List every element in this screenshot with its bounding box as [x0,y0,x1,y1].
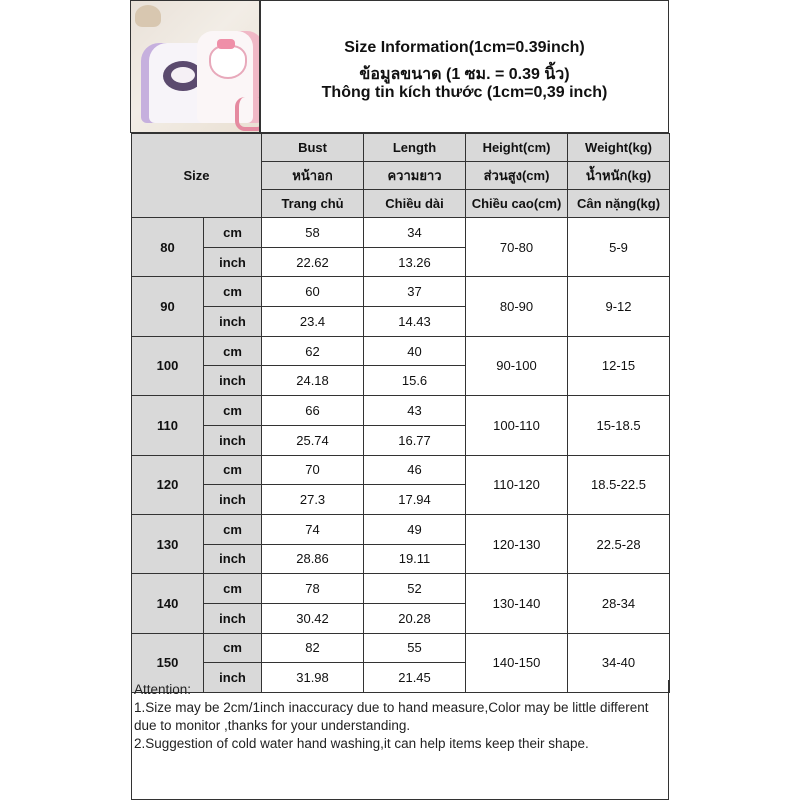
height-header-vietnamese: Chiều cao(cm) [466,190,568,218]
bust-inch-value: 22.62 [262,247,364,277]
length-cm-value: 43 [364,396,466,426]
length-cm-value: 40 [364,336,466,366]
bust-inch-value: 31.98 [262,663,364,693]
bow-icon [217,39,235,49]
bust-inch-value: 27.3 [262,485,364,515]
weight-header-vietnamese: Cân nặng(kg) [568,190,670,218]
attention-line-2: 2.Suggestion of cold water hand washing,it can help items keep their shape. [134,736,589,751]
unit-cm-label: cm [204,514,262,544]
weight-value: 28-34 [568,574,670,633]
bust-cm-value: 60 [262,277,364,307]
bust-header-thai: หน้าอก [262,162,364,190]
bust-cm-value: 70 [262,455,364,485]
table-row [132,455,670,485]
table-row [132,336,670,366]
height-header: Height(cm) [466,134,568,162]
unit-cm-label: cm [204,218,262,248]
unit-inch-label: inch [204,603,262,633]
header-vietnamese: Thông tin kích thước (1cm=0,39 inch) [321,84,608,101]
size-info-header [260,0,669,133]
bust-cm-value: 66 [262,396,364,426]
length-cm-value: 37 [364,277,466,307]
attention-line-1: 1.Size may be 2cm/1inch inaccuracy due to hand measure,Color may be little different due to monitor ,thanks for your understanding. [134,700,649,733]
bust-header: Bust [262,134,364,162]
table-row [132,218,670,248]
height-header-thai: ส่วนสูง(cm) [466,162,568,190]
bag-strap-icon [235,97,260,131]
height-value: 90-100 [466,336,568,395]
bust-cm-value: 62 [262,336,364,366]
length-header-thai: ความยาว [364,162,466,190]
weight-value: 34-40 [568,633,670,692]
bust-cm-value: 58 [262,218,364,248]
weight-value: 15-18.5 [568,396,670,455]
unit-inch-label: inch [204,366,262,396]
bust-inch-value: 24.18 [262,366,364,396]
bust-header-vietnamese: Trang chủ [262,190,364,218]
unit-inch-label: inch [204,425,262,455]
length-inch-value: 17.94 [364,485,466,515]
unit-cm-label: cm [204,633,262,663]
unit-inch-label: inch [204,485,262,515]
length-cm-value: 46 [364,455,466,485]
height-value: 110-120 [466,455,568,514]
unit-inch-label: inch [204,247,262,277]
table-row [132,396,670,426]
length-header: Length [364,134,466,162]
length-inch-value: 13.26 [364,247,466,277]
weight-value: 9-12 [568,277,670,336]
length-header-vietnamese: Chiều dài [364,190,466,218]
weight-value: 18.5-22.5 [568,455,670,514]
table-row [132,574,670,604]
bust-cm-value: 82 [262,633,364,663]
character-face-icon [171,67,195,83]
weight-header-thai: น้ำหนัก(kg) [568,162,670,190]
size-value: 100 [132,336,204,395]
unit-inch-label: inch [204,663,262,693]
unit-inch-label: inch [204,307,262,337]
unit-inch-label: inch [204,544,262,574]
length-cm-value: 49 [364,514,466,544]
length-cm-value: 52 [364,574,466,604]
unit-cm-label: cm [204,336,262,366]
bust-inch-value: 28.86 [262,544,364,574]
attention-title: Attention: [134,682,192,697]
size-column-header: Size [132,134,262,218]
height-value: 120-130 [466,514,568,573]
table-row [132,514,670,544]
length-inch-value: 19.11 [364,544,466,574]
weight-value: 12-15 [568,336,670,395]
size-value: 110 [132,396,204,455]
size-value: 90 [132,277,204,336]
table-row [132,633,670,663]
length-inch-value: 16.77 [364,425,466,455]
size-value: 130 [132,514,204,573]
length-inch-value: 20.28 [364,603,466,633]
unit-cm-label: cm [204,277,262,307]
header-english: Size Information(1cm=0.39inch) [344,39,585,56]
length-inch-value: 15.6 [364,366,466,396]
table-row [132,277,670,307]
bunny-print-icon [209,45,247,79]
height-value: 80-90 [466,277,568,336]
size-value: 80 [132,218,204,277]
unit-cm-label: cm [204,574,262,604]
weight-header: Weight(kg) [568,134,670,162]
bust-inch-value: 25.74 [262,425,364,455]
height-value: 100-110 [466,396,568,455]
height-value: 130-140 [466,574,568,633]
length-inch-value: 21.45 [364,663,466,693]
decor-pot-icon [135,5,161,27]
length-cm-value: 34 [364,218,466,248]
product-photo [130,0,260,133]
size-value: 120 [132,455,204,514]
weight-value: 22.5-28 [568,514,670,573]
size-value: 140 [132,574,204,633]
attention-note [131,680,669,800]
size-value: 150 [132,633,204,692]
bust-inch-value: 23.4 [262,307,364,337]
height-value: 70-80 [466,218,568,277]
unit-cm-label: cm [204,455,262,485]
bust-cm-value: 74 [262,514,364,544]
height-value: 140-150 [466,633,568,692]
length-cm-value: 55 [364,633,466,663]
length-inch-value: 14.43 [364,307,466,337]
weight-value: 5-9 [568,218,670,277]
bust-inch-value: 30.42 [262,603,364,633]
size-table [131,133,670,693]
unit-cm-label: cm [204,396,262,426]
header-thai: ข้อมูลขนาด (1 ซม. = 0.39 นิ้ว) [359,66,570,83]
bust-cm-value: 78 [262,574,364,604]
